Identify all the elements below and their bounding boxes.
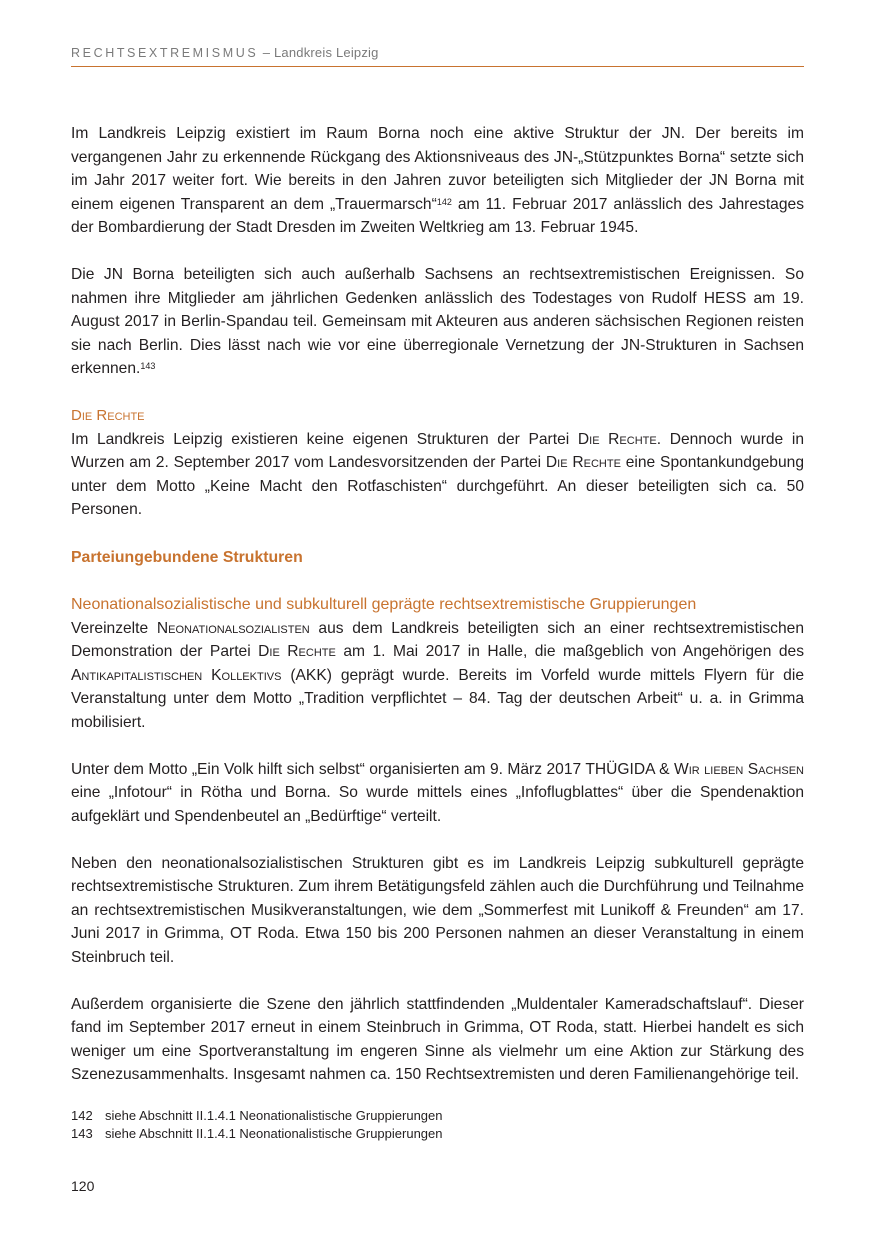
running-header — [71, 44, 804, 67]
main-content — [71, 122, 804, 1087]
paragraph-jn-outside-saxony: Die JN Borna beteiligten sich auch außerhalb Sachsens an rechtsextremistischen Ereignissen. So nahmen ihre Mitglieder am jährlichen Gedenken anlässlich des Todestages von Rudolf HESS am 19. August 2017 in Berlin-Spandau teil. Gemeinsam mit Akteuren aus anderen sächsischen Regionen reisten sie nach Berlin. Dies lässt nach wie vor eine überregionale Vernetzung der JN-Strukturen in Sachsen erkennen.$^{143}$ — [71, 266, 804, 377]
header-title: RECHTSEXTREMISMUS — [71, 46, 259, 60]
header-subtitle: – Landkreis Leipzig — [262, 45, 379, 60]
heading-neonationalsozialistische-gruppierungen: Neonationalsozialistische und subkulturell geprägte rechtsextremistische Gruppierungen — [71, 596, 697, 613]
paragraph-kameradschaftslauf: Außerdem organisierte die Szene den jährlich stattfindenden „Muldentaler Kameradschaftslauf“. Dieser fand im September 2017 erneut in einem Steinbruch in Grimma, OT Roda, statt. Hierbei handelt es sich weniger um eine Sportveranstaltung im engeren Sinne als vielmehr um eine Aktion zur Stärkung des Szenezusammenhalts. Insgesamt nahmen ca. 150 Rechtsextremisten und deren Familienangehörige teil. — [71, 995, 804, 1083]
footnote-143: 143 siehe Abschnitt II.1.4.1 Neonationalistische Gruppierungen — [71, 1126, 443, 1141]
footnote-ref-142: 142 — [436, 196, 452, 207]
paragraph-subkulturelle-strukturen: Neben den neonationalsozialistischen Strukturen gibt es im Landkreis Leipzig subkulturell geprägte rechtsextremistische Strukturen. Zum ihrem Betätigungsfeld zählen auch die Durchführung und Teilnahme an rechtsextremistischen Musikveranstaltungen, wie dem „Sommerfest mit Lunikoff & Freunden“ am 17. Juni 2017 in Grimma, OT Roda. Etwa 150 bis 200 Personen nahmen an dieser Veranstaltung in einem Steinbruch teil. — [71, 854, 804, 966]
footnote-ref-143: 143 — [140, 361, 156, 371]
paragraph-jn-borna: Im Landkreis Leipzig existiert im Raum Borna noch eine aktive Struktur der JN. Der bereits im vergangenen Jahr zu erkennende Rückgang des Aktionsniveaus des JN-„Stützpunktes Borna“ setzte sich im Jahr 2017 weiter fort. Wie bereits in den Jahren zuvor beteiligten sich Mitglieder der JN Borna mit einem eigenen Transparent an dem „Trauermarsch“$^{142}$ am 11. Februar 2017 anlässlich des Jahrestages der Bombardierung der Stadt Dresden im Zweiten Weltkrieg am 13. Februar 1945. — [71, 125, 804, 236]
paragraph-demonstration-halle: Vereinzelte Neonationalsozialisten aus dem Landkreis beteiligten sich an einer rechtsextremistischen Demonstration der Partei Die Rechte am 1. Mai 2017 in Halle, die maßgeblich von Angehörigen des Antikapitalistischen Kollektivs (AKK) geprägt wurde. Bereits im Vorfeld wurde mittels Flyern für die Veranstaltung unter dem Motto „Tradition verpflichtet – 84. Tag der deutschen Arbeit“ u. a. in Grimma mobilisiert. — [71, 619, 804, 731]
footnote-142: 142 siehe Abschnitt II.1.4.1 Neonationalistische Gruppierungen — [71, 1108, 443, 1123]
page-number: 120 — [71, 1178, 95, 1194]
paragraph-infotour: Unter dem Motto „Ein Volk hilft sich selbst“ organisierten am 9. März 2017 THÜGIDA & Wir lieben Sachsen eine „Infotour“ in Rötha und Borna. So wurde mittels eines „Infoflugblattes“ über die Spendenaktion aufgeklärt und Spendenbeutel an „Bedürftige“ verteilt. — [71, 760, 804, 825]
heading-die-rechte: Die Rechte — [71, 407, 145, 424]
footnotes — [71, 1107, 804, 1143]
paragraph-die-rechte: Im Landkreis Leipzig existieren keine eigenen Strukturen der Partei Die Rechte. Dennoch wurde in Wurzen am 2. September 2017 vom Landesvorsitzenden der Partei Die Rechte eine Spontankundgebung unter dem Motto „Keine Macht den Rotfaschisten“ durchgeführt. An dieser beteiligten sich ca. 50 Personen. — [71, 430, 805, 518]
heading-parteiungebundene-strukturen: Parteiungebundene Strukturen — [71, 548, 303, 566]
